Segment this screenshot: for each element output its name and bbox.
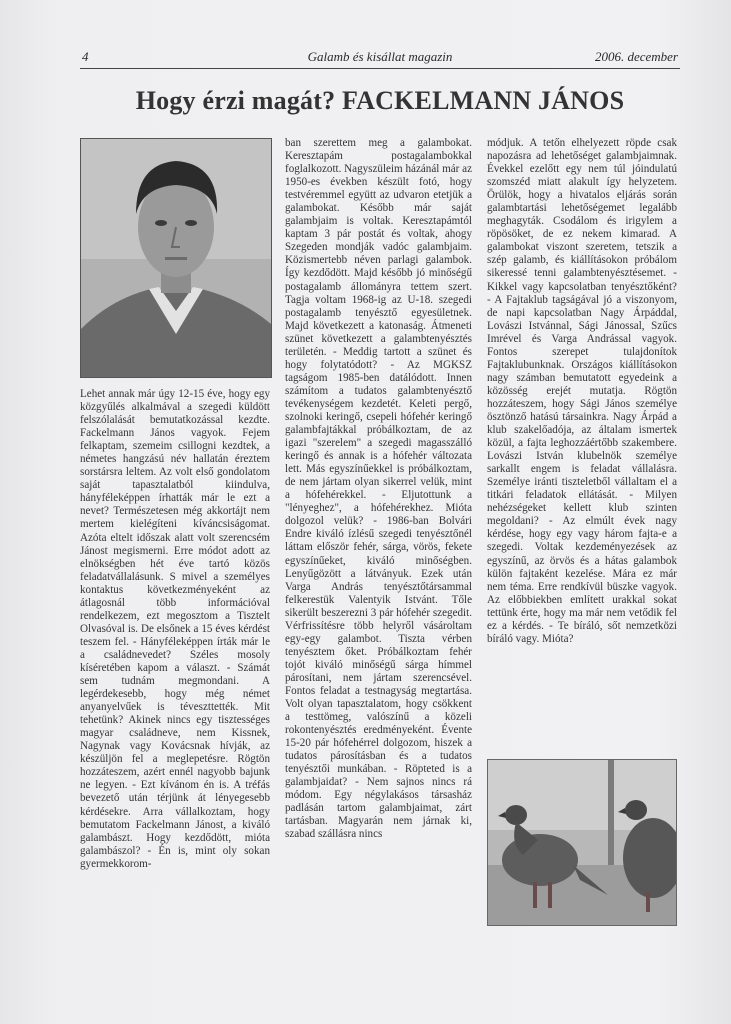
- pigeons-photo: [487, 759, 677, 926]
- article-column-3: [487, 137, 677, 646]
- issue-date: 2006. december: [594, 49, 678, 64]
- column-2-text: ban szerettem meg a galambokat. Keresztapám postagalambokkal foglalkozott. Nagyszüleim házánál már az 1950-es években készült fotó, hogy testvéremmel együtt az udvaron etetjük a galambokat. Később már saját galambjaim is voltak. Keresztapámtól kaptam 3 pár postát és voltak, ahogy Szegeden mondják vadóc galambjaim. Közismertebb néven parlagi galambok. Így kezdődött. Majd később jó minőségű postagalamb állományra tettem szert. Tagja voltam 1968-ig az U-18. szegedi postagalamb tenyésztő egyesületnek. Majd következett a katonaság. Átmeneti szünet következett a galambtenyésztés területén. - Meddig tartott a szünet és hogy folytatódott? - Az MGKSZ tagságom 1985-ben datálódott. Innen számítom a tudatos galambtenyésztő tevékenységem kezdetét. Keleti pergő, szolnoki keringő, csepeli hófehér keringő galambfajtákkal próbálkoztam, de az igazi "szerelem" a szegedi magasszálló keringő és annak is a hófehér változata lett. Más egyszínűekkel is próbálkoztam, de nem jártam olyan sikerrel velük, mint a hófehérekkel. - Eljutottunk a "lényeghez", a hófehérekhez. Mióta dolgozol velük? - 1986-ban Bolvári Endre kiváló ízlésű szegedi tenyésztőnél láttam először fehér, sárga, vörös, fekete egyszínűeket, kiváló minőségben. Lenyűgözött a látványuk. Ezek után Varga András tenyésztőtársammal felkerestük Valentyik Istvánt. Tőle sikerült beszerezni 3 pár hófehér szegedit. Vérfrissítésre több helyről vásároltam egy-egy galambot. Tiszta vérben tenyésztem őket. Próbálkoztam fehér tojót kiváló minőségű sárga hímmel párosítani, nem jártam szerencsével. Fontos feladat a testnagyság megtartása. Volt olyan tapasztalatom, hogy csökkent a testtömeg, valószínű a közeli rokontenyésztés eredményeként. Évente 15-20 pár hófehérrel dolgozom, hiszek a tudatos párosításban és a tudatos tenyésztői munkában. - Röpteted is a galambjaidat? - Nem sajnos nincs rá módom. Egy négylakásos társasház padlásán tartom galambjaimat, zárt tartásban. Magyarán nem járnak ki, szabad szállásra nincs: [285, 137, 472, 841]
- article-title: Hogy érzi magát? FACKELMANN JÁNOS: [135, 86, 625, 115]
- page-number: 4: [82, 49, 89, 64]
- magazine-name: Galamb és kisállat magazin: [307, 49, 453, 64]
- article-column-2: [285, 137, 472, 842]
- column-3-text: módjuk. A tetőn elhelyezett röpde csak napozásra ad lehetőséget galambjaimnak. Évekkel ezelőtt egy nem túl jóindulatú szomszéd miatt alakult így helyzetem. Örülök, hogy a hivatalos eljárás során galambtartási lehetőségemet legalább meghagyták. Csodálom és irigylem a röpösöket, de ez nekem kimarad. A galambokat viszont szeretem, tetszik a szép galamb, és kiállításokon próbálom sikeressé tenni galambtenyésztésemet. - Kikkel vagy kapcsolatban tenyésztőként? - A Fajtaklub tagságával jó a viszonyom, de napi kapcsolatban Nagy Árpáddal, Lovászi Istvánnal, Sági Jánossal, Szűcs Imrével és Varga Andrással vagyok. Fontos szerepet tulajdonítok Fajtaklubunknak. Országos kiállításokon nagy számban bemutatott egyedeink a közösség erejét mutatja. Rögtön hozzáteszem, hogy Sági János személye ösztönző hatású társainkra. Nagy Árpád a klub szakelőadója, az általam ismertek közül, a fajta leghozzáértőbb szakembere. Lovászi István klubelnök személye sarkallt engem is feladat vállalásra. Személye iránti tiszteletből vállaltam el a titkári feladatok ellátását. - Milyen nehézségeket kellett klub szinten megoldani? - Az elmúlt évek nagy kérdése, hogy egy vagy három fajta-e a szegedi. Voltak kezdeményezések az egyszínű, az örvös és a hátas galambok külön fajtaként kezelése. Mára ez már nem téma. Erre rendkívül büszke vagyok. Az előbbiekben említett urakkal sokat tettünk érte, hogy ma már nem vetődik fel ez a kérdés. - Te bíráló, sőt nemzetközi bíráló vagy. Mióta?: [487, 137, 677, 645]
- portrait-photo: [80, 138, 272, 378]
- page-header: [80, 46, 680, 69]
- column-1-text: Lehet annak már úgy 12-15 éve, hogy egy közgyűlés alkalmával a szegedi küldött felszólalását bemutatkozással kezdte. Fackelmann János vagyok. Fejem felkaptam, szemeim csillogni kezdtek, a németes hangzású név hallatán éreztem sorstársra leltem. Az volt első gondolatom saját tapasztalatból kiindulva, hányféleképpen írhatták már le ezt a nevet? Természetesen még akkortájt nem mertem kielégíteni kíváncsiságomat. Azóta eltelt időszak alatt volt szerencsém Jánost megismerni. Erre módot adott az elnökségben hét éve tartó közös feladatvállalásunk. S mivel a személyes kontaktus következményeként az átlagosnál több információval rendelkezem, ezt megosztom a Tisztelt Olvasóval is. De elsőnek a 15 éves kérdést teszem fel. - Hányféleképpen írták már le a családnevedet? Széles mosoly kíséretében kapom a választ. - Számát sem tudnám megmondani. A legérdekesebb, hogy még német anyanyelvűek is téveszttették. Mit tehetünk? Akinek nincs egy tisztességes magyar családneve, nem Kissnek, Nagynak vagy Kovácsnak hívják, az készüljön fel a meglepetésre. Rögtön hozzáteszem, azért ennél nagyobb bajunk ne legyen. - Ezt kívánom én is. A tréfás bevezető után térjünk át lényegesebb kérdésekre. Arra vállalkoztam, hogy bemutatom Fackelmann Jánost, a kiváló galambászt. Hogy kezdődött, mióta galambászol? - Én is, mint oly sokan gyermekkorom-: [80, 388, 270, 870]
- article-column-1: [80, 388, 270, 871]
